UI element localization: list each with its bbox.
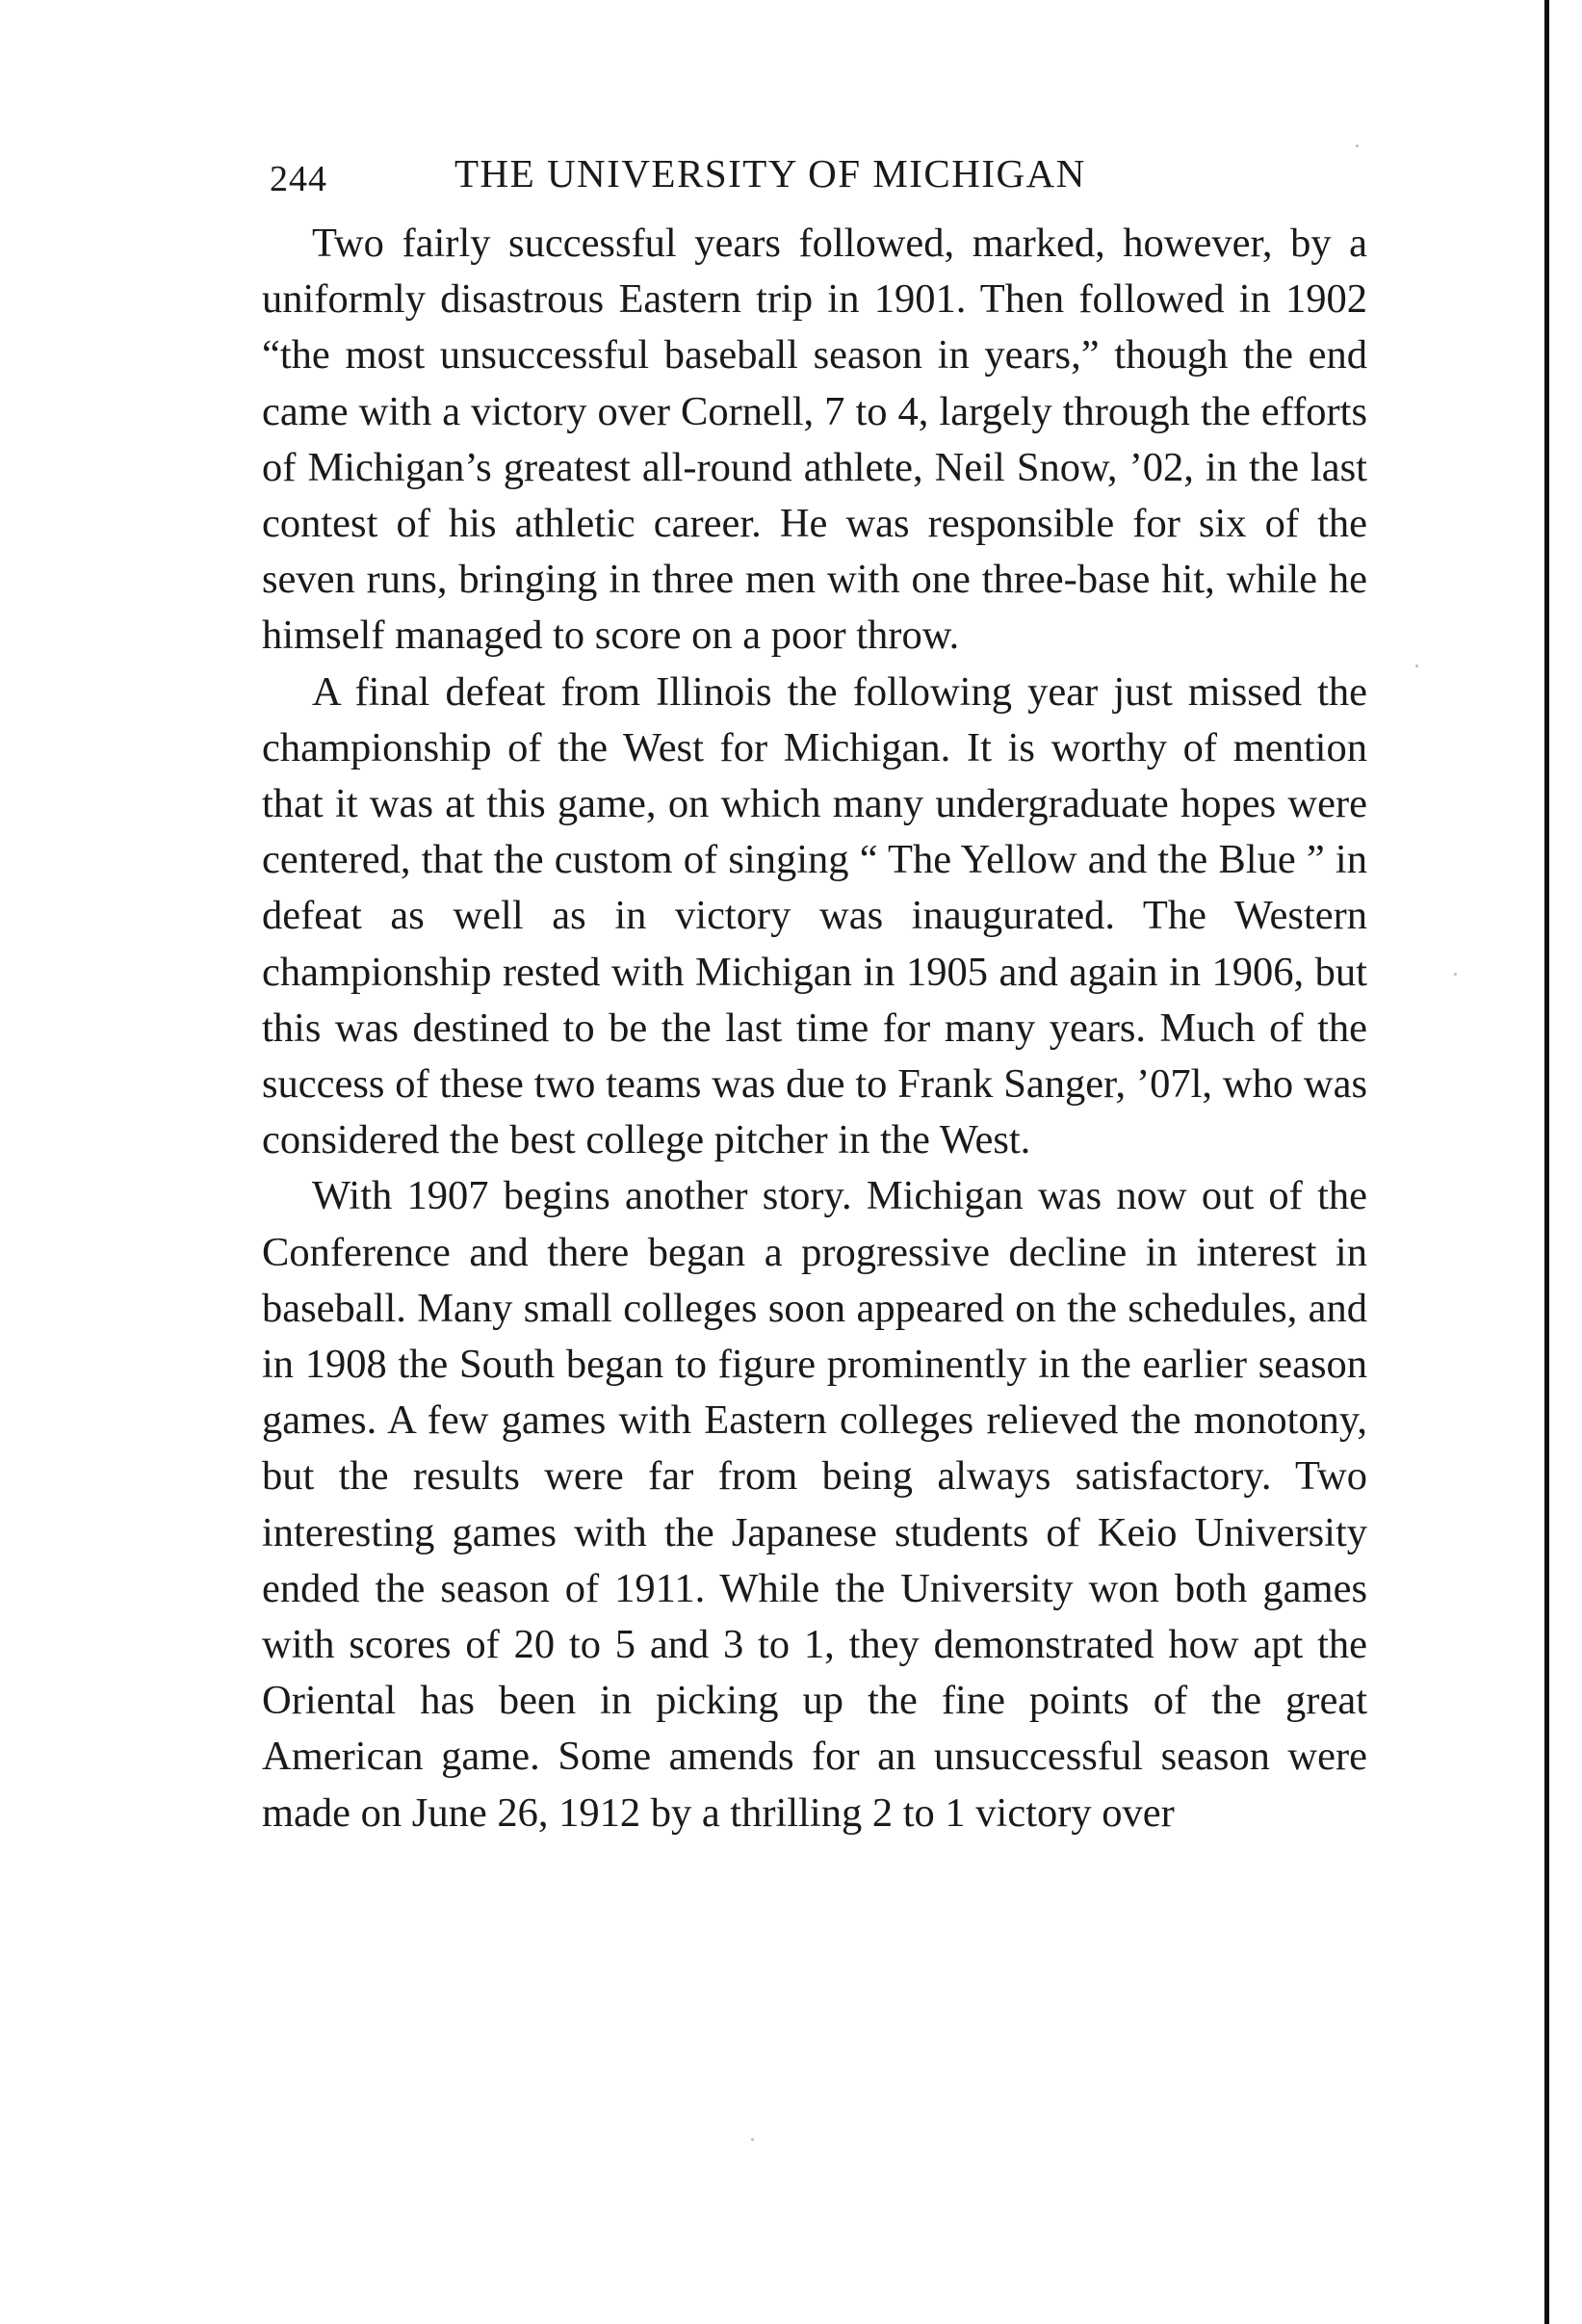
body-text	[262, 216, 1367, 1841]
running-head-title: THE UNIVERSITY OF MICHIGAN	[454, 151, 1086, 196]
paragraph-2: A final defeat from Illinois the following year just missed the championship of the West for Michigan. It is worthy of mention that it was at this game, on which many undergraduate hopes were centered, that the custom of singing “ The Yellow and the Blue ” in defeat as well as in victory was inaugurated. The Western championship rested with Michigan in 1905 and again in 1906, but this was destined to be the last time for many years. Much of the success of these two teams was due to Frank Sanger, ’07l, who was considered the best college pitcher in the West.	[262, 668, 1367, 1163]
paragraph-1: Two fairly successful years followed, marked, however, by a uniformly disastrous Eastern trip in 1901. Then followed in 1902 “the most unsuccessful baseball season in years,” though the end came with a victory over Cornell, 7 to 4, largely through the efforts of Michigan’s greatest all-round athlete, Neil Snow, ’02, in the last contest of his athletic career. He was responsible for six of the seven runs, bringing in three men with one three-base hit, while he himself managed to score on a poor throw.	[262, 221, 1367, 659]
running-head	[270, 144, 1367, 202]
paper-speck	[751, 2138, 754, 2141]
paragraph-3: With 1907 begins another story. Michigan was now out of the Conference and there began a progressive decline in interest in baseball. Many small colleges soon appeared on the schedules, and in 1908 the South began to figure prominently in the earlier season games. A few games with Eastern colleges relieved the monotony, but the results were far from being always satisfactory. Two interesting games with the Japanese students of Keio University ended the season of 1911. While the University won both games with scores of 20 to 5 and 3 to 1, they demonstrated how apt the Oriental has been in picking up the fine points of the great American game. Some amends for an unsuccessful season were made on June 26, 1912 by a thrilling 2 to 1 victory over	[262, 1173, 1367, 1836]
page-number: 244	[270, 159, 327, 199]
paper-speck	[1415, 665, 1418, 667]
paper-speck	[1356, 144, 1359, 147]
page-edge-shadow	[1544, 0, 1549, 2324]
paper-speck	[1454, 973, 1457, 976]
